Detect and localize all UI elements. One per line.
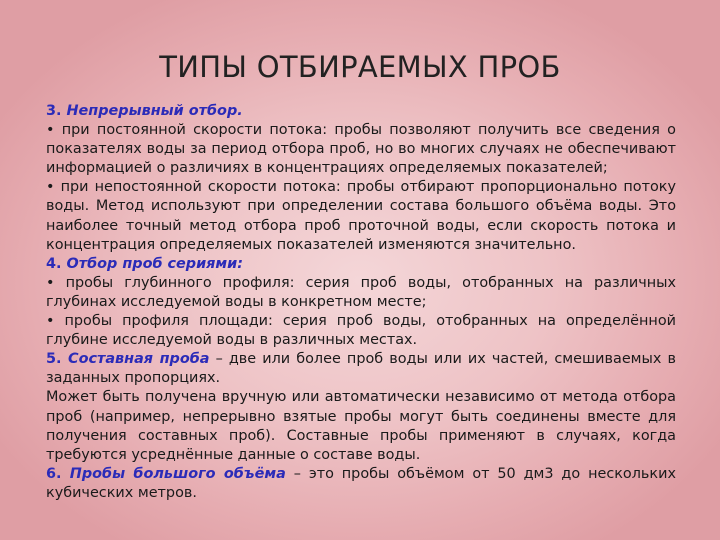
section-title-suffix: : bbox=[237, 255, 244, 272]
bullet-paragraph: • при непостоянной скорости потока: пробы отбирают пропорционально потоку воды. Метод используют при определении состава большого объёма воды. Это наиболее точный метод отбора проб проточной воды, если скорость потока и концентрация определяемых показателей изменяются значительно. bbox=[46, 179, 676, 253]
section-inline-text: – это пробы объёмом от 50 дм3 до нескольких кубических метров. bbox=[46, 465, 676, 501]
body-paragraph: Может быть получена вручную или автоматически независимо от метода отбора проб (например, непрерывно взятые пробы могут быть соединены вместе для получения составных проб). Составные пробы применяют в случаях, когда требуются усреднённые данные о составе воды. bbox=[46, 389, 676, 463]
section-inline-text: – две или более проб воды или их частей, смешиваемых в заданных пропорциях. bbox=[46, 351, 676, 387]
bullet-paragraph: • пробы глубинного профиля: серия проб воды, отобранных на различных глубинах исследуемой воды в конкретном месте; bbox=[46, 274, 676, 310]
bullet-paragraph: • при постоянной скорости потока: пробы позволяют получить все сведения о показателях воды за период отбора проб, но во многих случаях не обеспечивают информацией о различиях в концентрациях определяемых показателей; bbox=[46, 122, 676, 177]
section-5-heading bbox=[46, 350, 676, 388]
section-4-heading bbox=[46, 255, 676, 274]
section-number: 4. bbox=[46, 255, 67, 272]
section-number: 3. bbox=[46, 103, 67, 119]
section-3-heading bbox=[46, 102, 676, 121]
section-title: Пробы большого объёма bbox=[69, 465, 286, 482]
section-title: Составная проба bbox=[68, 351, 210, 368]
slide-content bbox=[46, 102, 676, 540]
section-title: Непрерывный отбор bbox=[66, 103, 238, 119]
section-6-heading bbox=[46, 465, 676, 503]
section-title-suffix: . bbox=[237, 103, 243, 119]
bullet-paragraph: • пробы профиля площади: серия проб воды, отобранных на определённой глубине исследуемой воды в различных местах. bbox=[46, 313, 676, 349]
section-number: 5. bbox=[46, 351, 69, 368]
slide-title: ТИПЫ ОТБИРАЕМЫХ ПРОБ bbox=[159, 50, 561, 84]
section-number: 6. bbox=[46, 465, 70, 482]
section-title: Отбор проб сериями bbox=[66, 255, 238, 272]
